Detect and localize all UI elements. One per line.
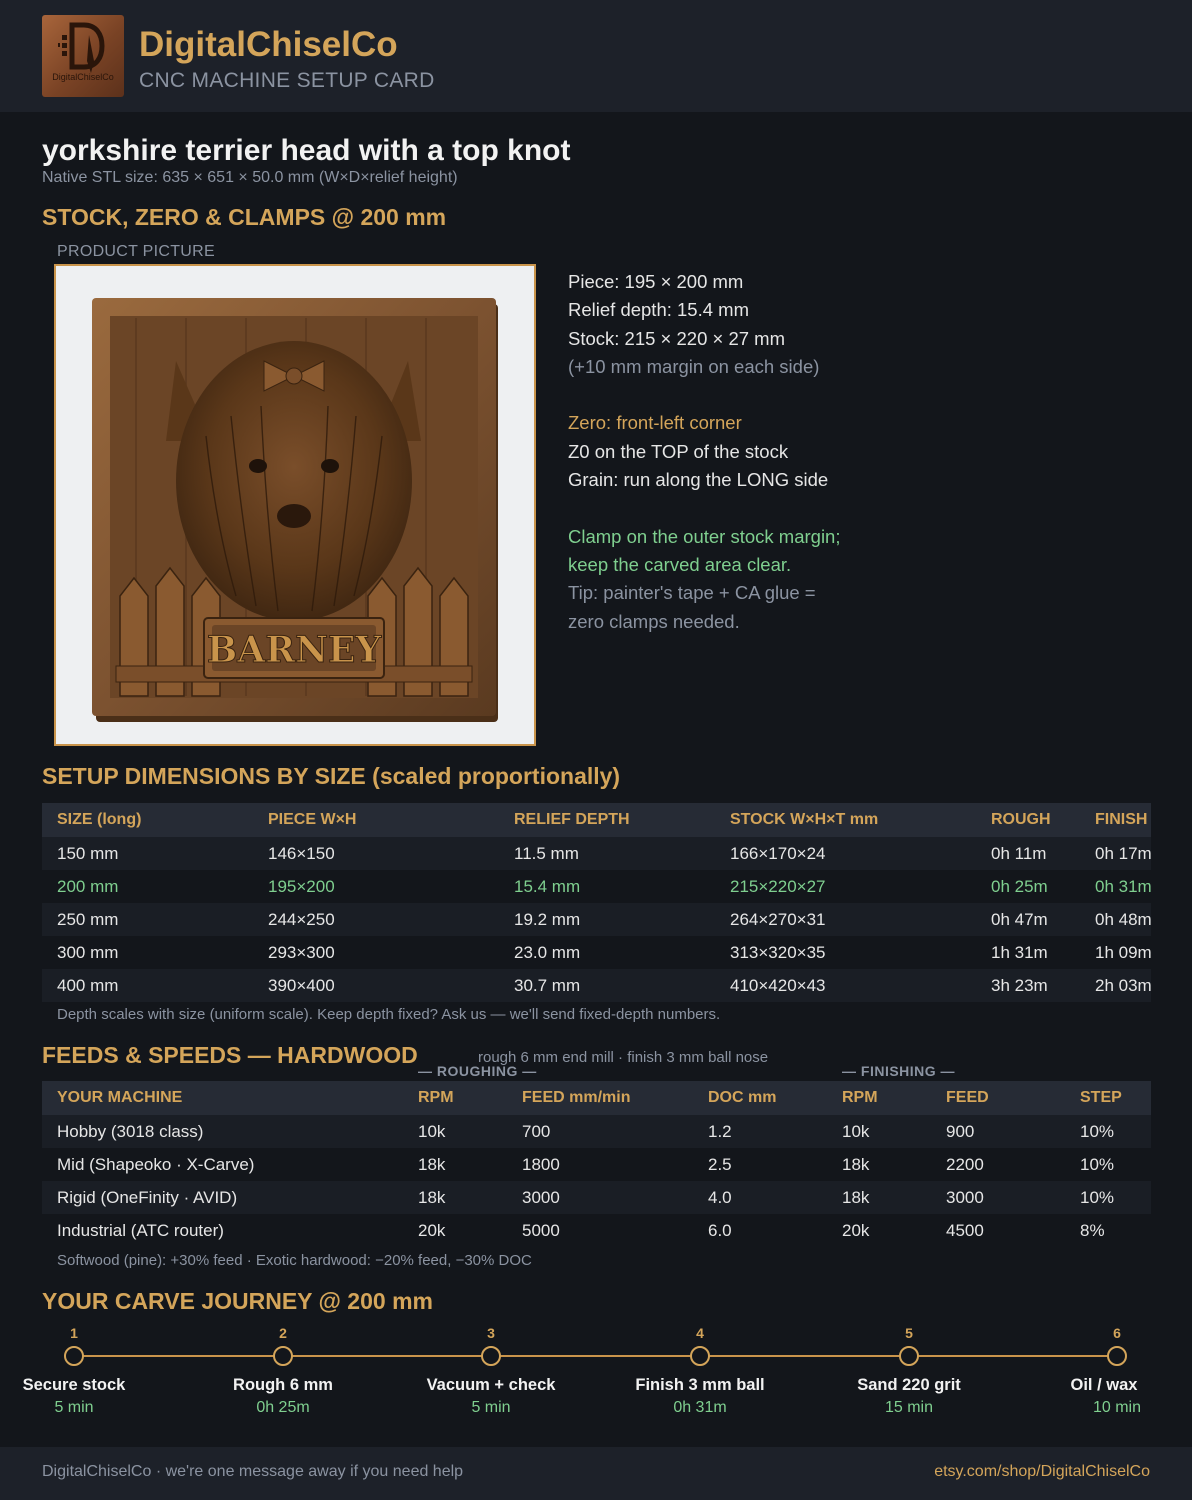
step-time: 15 min (884, 1399, 934, 1416)
table-cell: 166×170×24 (730, 843, 826, 863)
roughing-group-label: — ROUGHING — (418, 1063, 537, 1079)
table-cell: 2.5 (708, 1154, 732, 1174)
feeds-heading: FEEDS & SPEEDS — HARDWOOD (42, 1042, 418, 1068)
step-name: Vacuum + check (426, 1376, 556, 1394)
table-cell: 4500 (946, 1220, 984, 1240)
table-cell: 3000 (946, 1187, 984, 1207)
table-cell: 20k (842, 1220, 870, 1240)
step-number: 1 (70, 1325, 78, 1341)
table-cell: 313×320×35 (730, 942, 826, 962)
table-cell: 3000 (522, 1187, 560, 1207)
timeline-step (1014, 1320, 1192, 1417)
table-cell: 18k (418, 1154, 446, 1174)
finishing-group-label: — FINISHING — (842, 1063, 956, 1079)
step-number: 4 (696, 1325, 704, 1341)
table-cell: Industrial (ATC router) (57, 1220, 224, 1240)
table-cell: 15.4 mm (514, 876, 581, 896)
clamp-instruction-2: keep the carved area clear. (568, 553, 792, 575)
table-cell: 0h 48m (1095, 909, 1152, 929)
step-time: 5 min (54, 1399, 94, 1416)
product-title: yorkshire terrier head with a top knot (42, 134, 571, 167)
table-row (42, 1214, 1151, 1247)
table-cell: 195×200 (268, 876, 335, 896)
table-cell: 0h 47m (991, 909, 1048, 929)
table-cell: 200 mm (57, 876, 119, 896)
table-cell: 10% (1080, 1154, 1115, 1174)
spacer (568, 494, 841, 522)
table-cell: 0h 11m (991, 843, 1047, 863)
table-cell: 2200 (946, 1154, 984, 1174)
name-plate-text: BARNEY (206, 629, 382, 671)
step-marker (273, 1346, 293, 1366)
stock-info (568, 268, 841, 636)
step-marker (1107, 1346, 1127, 1366)
step-time: 0h 31m (673, 1399, 727, 1416)
brand-logo (42, 15, 124, 97)
relief-depth: Relief depth: 15.4 mm (568, 299, 749, 321)
table-cell: 390×400 (268, 975, 335, 995)
step-time: 5 min (471, 1399, 511, 1416)
table-row (42, 969, 1151, 1002)
table-cell: 1.2 (708, 1121, 732, 1141)
table-cell: 8% (1080, 1220, 1105, 1240)
header (0, 0, 1192, 112)
table-cell: Mid (Shapeoko · X-Carve) (57, 1154, 255, 1174)
carve-timeline (0, 1320, 1192, 1430)
brand-name: DigitalChiselCo (139, 25, 398, 64)
table-cell: 1h 31m (991, 942, 1048, 962)
stock-size: Stock: 215 × 220 × 27 mm (568, 327, 785, 349)
table-cell: 900 (946, 1121, 975, 1141)
grain-instruction: Grain: run along the LONG side (568, 469, 829, 491)
step-name: Oil / wax (1070, 1376, 1138, 1394)
table-row (42, 1148, 1151, 1181)
column-header: DOC mm (708, 1089, 777, 1106)
table-cell: 3h 23m (991, 975, 1048, 995)
native-size: Native STL size: 635 × 651 × 50.0 mm (W×D×relief height) (42, 169, 458, 186)
step-name: Secure stock (22, 1376, 126, 1394)
timeline-step (610, 1320, 790, 1417)
table-cell: 293×300 (268, 942, 335, 962)
table-cell: 18k (842, 1154, 870, 1174)
shop-link[interactable]: etsy.com/shop/DigitalChiselCo (934, 1463, 1150, 1480)
piece-size: Piece: 195 × 200 mm (568, 271, 744, 292)
column-header: PIECE W×H (268, 811, 357, 828)
table-cell: 23.0 mm (514, 942, 581, 962)
step-number: 6 (1113, 1325, 1121, 1341)
table-row (42, 837, 1151, 870)
table-cell: 10k (842, 1121, 870, 1141)
timeline-step (819, 1320, 999, 1417)
table-cell: 264×270×31 (730, 909, 826, 929)
table-cell: 0h 17m (1095, 843, 1152, 863)
dimensions-note: Depth scales with size (uniform scale). Keep depth fixed? Ask us — we'll send fixed-depth numbers. (57, 1006, 721, 1023)
step-name: Sand 220 grit (857, 1376, 961, 1394)
zero-point: Zero: front-left corner (568, 412, 742, 434)
table-cell: 10% (1080, 1187, 1115, 1207)
margin-note: (+10 mm margin on each side) (568, 355, 820, 377)
table-cell: 18k (418, 1187, 446, 1207)
table-cell: 1h 09m (1095, 942, 1152, 962)
table-cell: 11.5 mm (514, 843, 579, 863)
stock-section-heading: STOCK, ZERO & CLAMPS @ 200 mm (42, 204, 447, 230)
step-number: 5 (905, 1325, 913, 1341)
column-header: YOUR MACHINE (57, 1089, 183, 1106)
step-marker (899, 1346, 919, 1366)
table-cell: 300 mm (57, 942, 119, 962)
column-header: RPM (842, 1089, 878, 1106)
table-cell: 0h 31m (1095, 876, 1152, 896)
table-cell: 10% (1080, 1121, 1115, 1141)
column-header: STEP (1080, 1089, 1122, 1106)
table-cell: 410×420×43 (730, 975, 826, 995)
spacer (568, 381, 841, 409)
step-time: 10 min (1092, 1399, 1142, 1416)
tip-line-1: Tip: painter's tape + CA glue = (568, 582, 816, 604)
table-header-row (42, 803, 1151, 837)
table-cell: 215×220×27 (730, 876, 826, 896)
product-picture-label: PRODUCT PICTURE (57, 243, 215, 260)
column-header: SIZE (long) (57, 811, 142, 828)
carved-plaque-image (56, 266, 534, 744)
table-row (42, 1181, 1151, 1214)
footer (0, 1447, 1192, 1500)
table-cell: 250 mm (57, 909, 119, 929)
clamp-instruction: Clamp on the outer stock margin; (568, 525, 841, 547)
tooling-note: rough 6 mm end mill · finish 3 mm ball nose (478, 1049, 769, 1066)
table-cell: 146×150 (268, 843, 335, 863)
column-header: RPM (418, 1089, 454, 1106)
timeline-step (193, 1320, 373, 1417)
column-header: FEED mm/min (522, 1089, 631, 1106)
journey-heading: YOUR CARVE JOURNEY @ 200 mm (42, 1288, 433, 1314)
table-cell: 4.0 (708, 1187, 732, 1207)
dimensions-heading: SETUP DIMENSIONS BY SIZE (scaled proportionally) (42, 763, 621, 789)
table-cell: 6.0 (708, 1220, 732, 1240)
column-header: FINISH (1095, 811, 1148, 828)
dimensions-table (42, 803, 1151, 1002)
column-header: RELIEF DEPTH (514, 811, 630, 828)
table-cell: 20k (418, 1220, 446, 1240)
step-name: Rough 6 mm (233, 1376, 333, 1394)
table-cell: 30.7 mm (514, 975, 581, 995)
footer-contact-text: DigitalChiselCo · we're one message away if you need help (42, 1463, 464, 1480)
table-cell: 1800 (522, 1154, 560, 1174)
table-cell: 18k (842, 1187, 870, 1207)
table-row (42, 936, 1151, 969)
chisel-logo-icon (58, 21, 108, 75)
step-marker (481, 1346, 501, 1366)
timeline-step (401, 1320, 581, 1417)
table-cell: 19.2 mm (514, 909, 581, 929)
column-header: ROUGH (991, 811, 1051, 828)
table-cell: 700 (522, 1121, 551, 1141)
table-cell: 400 mm (57, 975, 119, 995)
table-cell: 2h 03m (1095, 975, 1152, 995)
step-marker (690, 1346, 710, 1366)
table-cell: 5000 (522, 1220, 560, 1240)
step-number: 2 (279, 1325, 287, 1341)
product-picture (54, 264, 536, 746)
column-header: FEED (946, 1089, 989, 1106)
timeline-step (0, 1320, 164, 1417)
wood-adjustment-note: Softwood (pine): +30% feed · Exotic hardwood: −20% feed, −30% DOC (57, 1252, 532, 1269)
feeds-table (42, 1081, 1151, 1247)
table-row-highlighted (42, 870, 1151, 903)
table-row (42, 903, 1151, 936)
table-cell: 0h 25m (991, 876, 1048, 896)
step-marker (64, 1346, 84, 1366)
step-name: Finish 3 mm ball (635, 1376, 765, 1394)
table-header-row (42, 1081, 1151, 1115)
step-time: 0h 25m (256, 1399, 310, 1416)
table-cell: 10k (418, 1121, 446, 1141)
column-header: STOCK W×H×T mm (730, 811, 879, 828)
logo-text: DigitalChiselCo (52, 72, 114, 82)
step-number: 3 (487, 1325, 495, 1341)
card-subtitle: CNC MACHINE SETUP CARD (139, 69, 435, 92)
table-cell: 150 mm (57, 843, 119, 863)
tip-line-2: zero clamps needed. (568, 610, 740, 632)
table-cell: Hobby (3018 class) (57, 1121, 204, 1141)
table-cell: 244×250 (268, 909, 335, 929)
table-cell: Rigid (OneFinity · AVID) (57, 1187, 238, 1207)
z0-instruction: Z0 on the TOP of the stock (568, 440, 789, 462)
table-row (42, 1115, 1151, 1148)
